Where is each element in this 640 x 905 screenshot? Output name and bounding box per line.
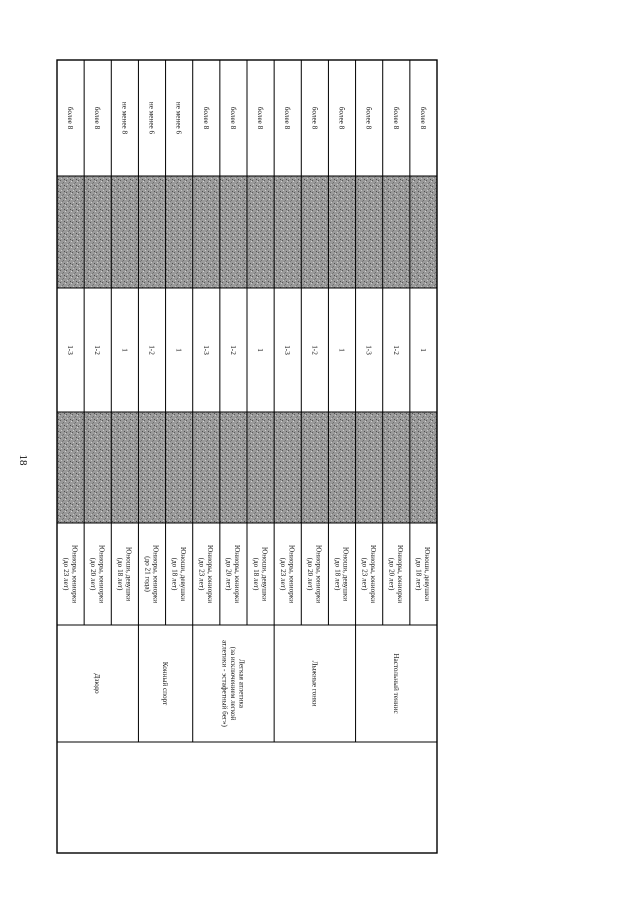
age-group-cell-line: (до 23 лет) <box>61 557 70 591</box>
sport-name-cell-line: Лыжные гонки <box>310 660 319 707</box>
sport-name-cell-line: Легкая атлетика <box>237 659 246 708</box>
places-cell <box>419 348 427 352</box>
value-cell-line: более 8 <box>418 106 427 130</box>
value-cell-line: более 8 <box>228 106 237 130</box>
sport-name-cell <box>310 661 318 707</box>
value-cell <box>148 102 156 135</box>
age-group-cell-line: Юноши, девушки <box>341 546 350 602</box>
age-group-cell <box>198 545 214 603</box>
age-group-cell-line: Юниоры, юниорки <box>233 544 242 604</box>
age-group-cell-line: (до 23 лет) <box>360 557 369 591</box>
places-cell <box>392 345 400 355</box>
places-cell <box>93 345 101 355</box>
age-group-cell-line: Юниоры, юниорки <box>314 544 323 604</box>
page-number: 18 <box>17 454 29 466</box>
sport-name-cell <box>161 662 169 706</box>
places-cell <box>175 348 183 352</box>
value-cell-line: более 8 <box>256 106 265 130</box>
places-cell-line: 1 <box>418 348 427 352</box>
value-cell <box>365 107 373 130</box>
value-cell <box>175 102 183 135</box>
age-group-cell-line: Юниоры, юниорки <box>368 544 377 604</box>
value-cell <box>120 102 128 135</box>
value-cell-line: более 8 <box>391 106 400 130</box>
age-group-cell-line: Юноши, девушки <box>260 546 269 602</box>
age-group-cell-line: (до 20 лет) <box>89 557 98 591</box>
value-cell <box>392 107 400 130</box>
value-cell <box>93 107 101 130</box>
places-cell <box>66 345 74 355</box>
value-cell-line: более 8 <box>201 106 210 130</box>
age-group-cell-line: (до 18 лет) <box>333 557 342 591</box>
places-cell-line: 1-2 <box>93 345 102 355</box>
value-cell <box>66 107 74 130</box>
age-group-cell-line: Юниоры, юниорки <box>151 544 160 604</box>
value-cell <box>283 107 291 130</box>
age-group-cell <box>170 547 186 601</box>
value-cell <box>310 107 318 130</box>
value-cell <box>419 107 427 130</box>
value-cell <box>338 107 346 130</box>
age-group-cell-line: (до 20 лет) <box>224 557 233 591</box>
age-group-cell-line: (до 18 лет) <box>414 557 423 591</box>
age-group-cell <box>116 547 132 601</box>
sport-name-cell <box>392 653 400 713</box>
places-cell-line: 1 <box>337 348 346 352</box>
age-group-cell <box>252 547 268 601</box>
places-cell <box>202 345 210 355</box>
age-group-cell <box>143 545 159 603</box>
places-cell-line: 1-2 <box>147 345 156 355</box>
places-cell-line: 1 <box>256 348 265 352</box>
places-cell <box>283 345 291 355</box>
value-cell-line: более 8 <box>337 106 346 130</box>
age-group-cell-line: (до 21 года) <box>143 556 152 592</box>
age-group-cell <box>415 547 431 601</box>
places-cell-line: 1-3 <box>201 345 210 355</box>
value-cell-line: более 8 <box>93 106 102 130</box>
age-group-cell-line: (до 20 лет) <box>306 557 315 591</box>
places-cell-line: 1-3 <box>283 345 292 355</box>
age-group-cell-line: Юниоры, юниорки <box>287 544 296 604</box>
age-group-cell <box>279 545 295 603</box>
age-group-cell <box>388 545 404 603</box>
places-cell <box>338 348 346 352</box>
sport-name-cell <box>93 673 101 694</box>
sport-name-cell-line: Дзюдо <box>93 673 102 694</box>
places-cell-line: 1 <box>120 348 129 352</box>
sport-name-cell-line: (за исключением легкой <box>228 646 237 721</box>
age-group-cell-line: (до 18 лет) <box>170 557 179 591</box>
age-group-cell-line: (до 23 лет) <box>197 557 206 591</box>
sport-name-cell <box>221 640 246 727</box>
age-group-cell-line: Юноши, девушки <box>423 546 432 602</box>
age-group-cell-line: Юноши, девушки <box>178 546 187 602</box>
age-group-cell-line: (до 23 лет) <box>279 557 288 591</box>
places-cell <box>120 348 128 352</box>
value-cell-line: не менее 8 <box>120 101 129 135</box>
sport-name-cell-line: Конный спорт <box>161 661 170 706</box>
places-cell <box>365 345 373 355</box>
places-cell <box>229 345 237 355</box>
sport-name-cell-line: атлетики - эстафетный бег») <box>220 640 229 727</box>
age-group-cell <box>62 545 78 603</box>
places-cell-line: 1-2 <box>228 345 237 355</box>
age-group-cell-line: Юниоры, юниорки <box>395 544 404 604</box>
value-cell <box>202 107 210 130</box>
age-group-cell <box>360 545 376 603</box>
value-cell <box>256 107 264 130</box>
age-group-cell <box>306 545 322 603</box>
value-cell <box>229 107 237 130</box>
places-cell-line: 1-3 <box>66 345 75 355</box>
age-group-cell-line: Юниоры, юниорки <box>97 544 106 604</box>
value-cell-line: более 8 <box>364 106 373 130</box>
age-group-cell <box>89 545 105 603</box>
places-cell-line: 1-2 <box>391 345 400 355</box>
places-cell-line: 1-3 <box>364 345 373 355</box>
value-cell-line: более 8 <box>310 106 319 130</box>
value-cell-line: более 8 <box>66 106 75 130</box>
age-group-cell-line: Юниоры, юниорки <box>205 544 214 604</box>
age-group-cell-line: Юноши, девушки <box>124 546 133 602</box>
places-cell <box>310 345 318 355</box>
places-cell <box>256 348 264 352</box>
age-group-cell <box>225 545 241 603</box>
sport-name-cell-line: Настольный теннис <box>391 653 400 714</box>
age-group-cell-line: (до 18 лет) <box>251 557 260 591</box>
age-group-cell-line: Юниоры, юниорки <box>70 544 79 604</box>
places-cell-line: 1-2 <box>310 345 319 355</box>
age-group-cell-line: (до 20 лет) <box>387 557 396 591</box>
value-cell-line: не менее 6 <box>174 101 183 135</box>
age-group-cell-line: (до 18 лет) <box>116 557 125 591</box>
places-cell <box>148 345 156 355</box>
value-cell-line: более 8 <box>283 106 292 130</box>
value-cell-line: не менее 6 <box>147 101 156 135</box>
places-cell-line: 1 <box>174 348 183 352</box>
age-group-cell <box>333 547 349 601</box>
